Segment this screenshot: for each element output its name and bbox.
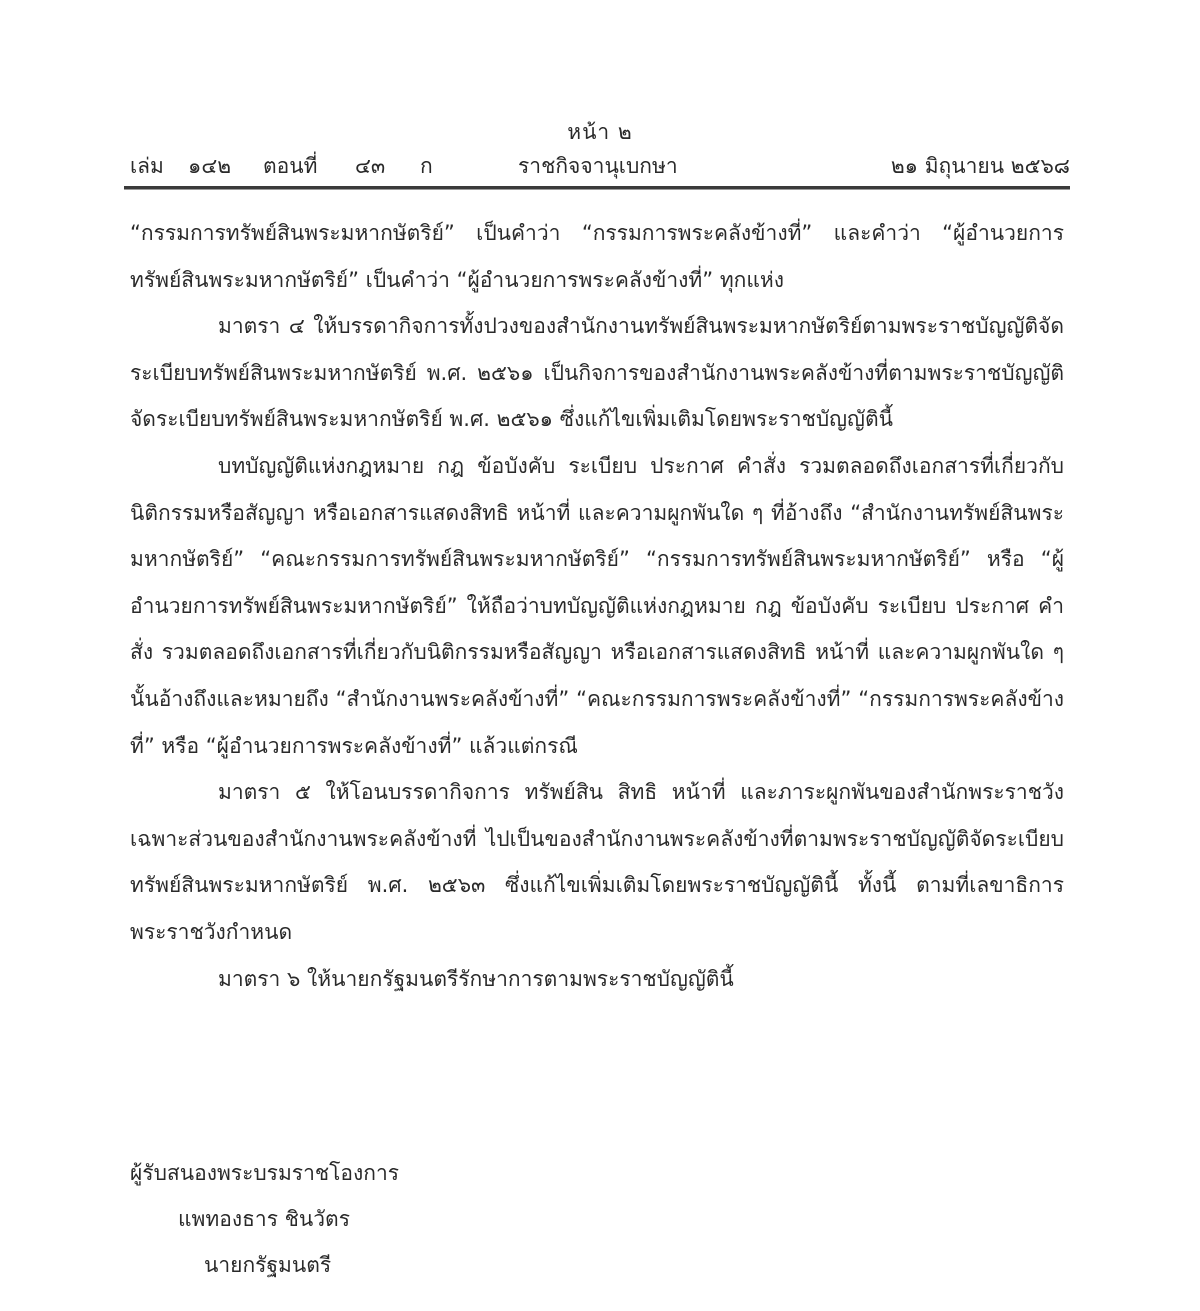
issue-label: ตอนที่ [263, 154, 318, 178]
document-body [130, 210, 1064, 1002]
page-number: หน้า ๒ [567, 120, 633, 144]
signature-block [130, 1150, 399, 1288]
volume-number: ๑๔๒ [188, 154, 232, 178]
paragraph-section-4-references: บทบัญญัติแห่งกฎหมาย กฎ ข้อบังคับ ระเบียบ ประกาศ คำสั่ง รวมตลอดถึงเอกสารที่เกี่ยวกับนิติกรรมหรือสัญญา หรือเอกสารแสดงสิทธิ หน้าที่ และความผูกพันใด ๆ ที่อ้างถึง “สำนักงานทรัพย์สินพระมหากษัตริย์” “คณะกรรมการทรัพย์สินพระมหากษัตริย์” “กรรมการทรัพย์สินพระมหากษัตริย์” หรือ “ผู้อำนวยการทรัพย์สินพระมหากษัตริย์” ให้ถือว่าบทบัญญัติแห่งกฎหมาย กฎ ข้อบังคับ ระเบียบ ประกาศ คำสั่ง รวมตลอดถึงเอกสารที่เกี่ยวกับนิติกรรมหรือสัญญา หรือเอกสารแสดงสิทธิ หน้าที่ และความผูกพันใด ๆ นั้นอ้างถึงและหมายถึง “สำนักงานพระคลังข้างที่” “คณะกรรมการพระคลังข้างที่” “กรรมการพระคลังข้างที่” หรือ “ผู้อำนวยการพระคลังข้างที่” แล้วแต่กรณี [130, 453, 1064, 758]
section-letter: ก [420, 154, 433, 178]
paragraph-section-6: มาตรา ๖ ให้นายกรัฐมนตรีรักษาการตามพระราชบัญญัตินี้ [218, 966, 734, 991]
issue-number: ๔๓ [355, 154, 386, 178]
paragraph-continuation: “กรรมการทรัพย์สินพระมหากษัตริย์” เป็นคำว่า “กรรมการพระคลังข้างที่” และคำว่า “ผู้อำนวยการทรัพย์สินพระมหากษัตริย์” เป็นคำว่า “ผู้อำนวยการพระคลังข้างที่” ทุกแห่ง [130, 221, 1064, 292]
signatory-title: นายกรัฐมนตรี [204, 1253, 332, 1277]
paragraph-section-4: มาตรา ๔ ให้บรรดากิจการทั้งปวงของสำนักงานทรัพย์สินพระมหากษัตริย์ตามพระราชบัญญัติจัดระเบียบทรัพย์สินพระมหากษัตริย์ พ.ศ. ๒๕๖๑ เป็นกิจการของสำนักงานพระคลังข้างที่ตามพระราชบัญญัติจัดระเบียบทรัพย์สินพระมหากษัตริย์ พ.ศ. ๒๕๖๑ ซึ่งแก้ไขเพิ่มเติมโดยพระราชบัญญัตินี้ [130, 314, 1064, 432]
header-divider [124, 186, 1070, 190]
publication-date: ๒๑ มิถุนายน ๒๕๖๘ [890, 154, 1070, 178]
gazette-header [130, 150, 1070, 180]
gazette-name: ราชกิจจานุเบกษา [518, 154, 678, 178]
volume-label: เล่ม [130, 154, 164, 178]
paragraph-section-5: มาตรา ๕ ให้โอนบรรดากิจการ ทรัพย์สิน สิทธิ หน้าที่ และภาระผูกพันของสำนักพระราชวังเฉพาะส่วนของสำนักงานพระคลังข้างที่ ไปเป็นของสำนักงานพระคลังข้างที่ตามพระราชบัญญัติจัดระเบียบทรัพย์สินพระมหากษัตริย์ พ.ศ. ๒๕๖๓ ซึ่งแก้ไขเพิ่มเติมโดยพระราชบัญญัตินี้ ทั้งนี้ ตามที่เลขาธิการพระราชวังกำหนด [130, 780, 1064, 944]
signatory-name: แพทองธาร ชินวัตร [178, 1207, 350, 1231]
countersign-label: ผู้รับสนองพระบรมราชโองการ [130, 1161, 400, 1185]
